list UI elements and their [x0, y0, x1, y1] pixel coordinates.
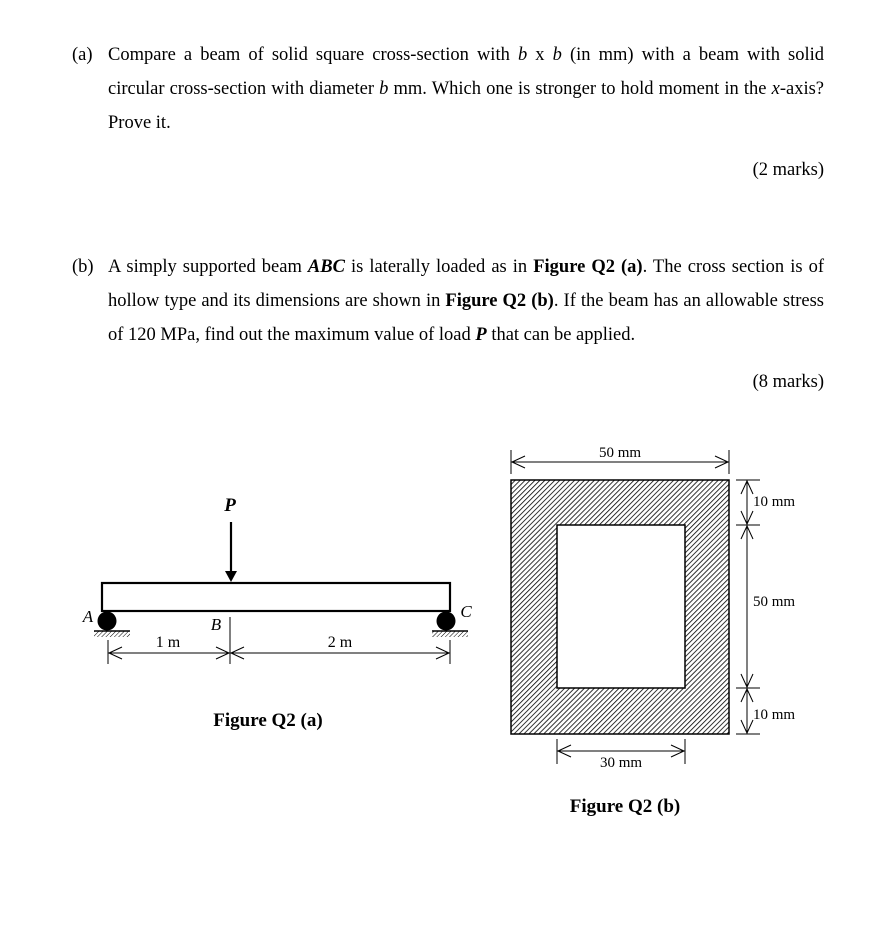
point-c-label: C	[460, 602, 472, 621]
part-b-marks: (8 marks)	[752, 372, 824, 392]
part-b-text-5: that can be applied.	[486, 325, 636, 345]
part-a-label: (a)	[72, 45, 93, 65]
var-b-2: b	[552, 45, 562, 65]
dim-top-wall-label: 10 mm	[753, 494, 796, 510]
dim-bc-label: 2 m	[327, 634, 353, 651]
part-b-text-4: . If the beam has an allowable stress of 120 MPa, find out the maximum value of load	[108, 291, 824, 345]
part-b-text-1: A simply supported beam	[108, 257, 308, 277]
part-a-marks: (2 marks)	[752, 160, 824, 180]
figure-a-caption: Figure Q2 (a)	[213, 710, 323, 731]
part-a-text-3: (in mm) with a beam with solid circular cross-section with diameter	[108, 45, 825, 99]
beam	[102, 583, 450, 611]
part-a-text-5: -axis? Prove it.	[108, 79, 825, 133]
dim-inner-width-label: 30 mm	[599, 755, 643, 771]
point-b-label: B	[210, 615, 222, 634]
part-a-text-1: Compare a beam of solid square cross-section with	[108, 45, 518, 65]
point-a-label: A	[82, 607, 94, 626]
dim-inner-height-label: 50 mm	[753, 594, 796, 610]
var-x: x	[771, 79, 780, 99]
figure-ref-b: Figure Q2 (b)	[445, 291, 554, 311]
part-b-text-3: . The cross section is of hollow type and its dimensions are shown in	[108, 257, 824, 311]
dim-outer-width-label: 50 mm	[598, 445, 642, 461]
figure-q2b	[511, 445, 795, 817]
part-b-label: (b)	[72, 257, 94, 277]
part-a-text-4: mm. Which one is stronger to hold moment in the	[388, 79, 772, 99]
figure-q2a	[82, 495, 473, 731]
dim-bottom-wall-label: 10 mm	[753, 707, 796, 723]
load-p-label: P	[224, 495, 236, 516]
support-a	[94, 612, 130, 638]
figure-b-caption: Figure Q2 (b)	[569, 796, 681, 817]
dim-ab-label: 1 m	[155, 634, 181, 651]
var-b-1: b	[517, 45, 528, 65]
load-var: P	[475, 325, 487, 345]
part-b-text-2: is laterally loaded as in	[344, 257, 534, 277]
var-b-3: b	[379, 79, 389, 99]
figure-ref-a: Figure Q2 (a)	[533, 257, 643, 277]
load-arrow	[225, 522, 237, 582]
hollow-core	[557, 525, 685, 688]
part-a-text-2: x	[527, 45, 553, 65]
beam-name: ABC	[307, 257, 345, 277]
